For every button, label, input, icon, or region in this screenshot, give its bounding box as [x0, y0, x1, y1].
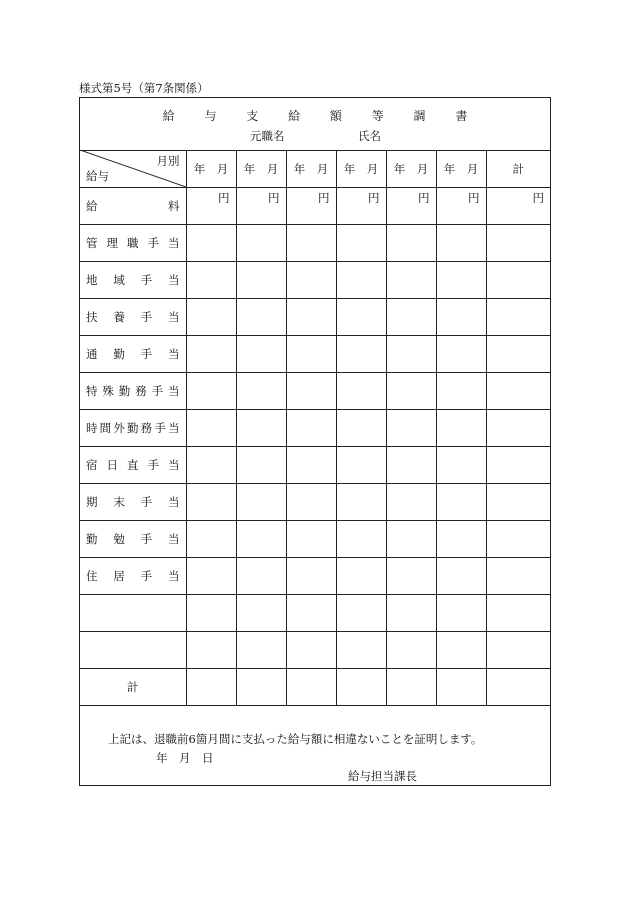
- amount-cell[interactable]: [186, 669, 236, 706]
- amount-cell[interactable]: [236, 336, 286, 373]
- amount-cell[interactable]: [186, 447, 236, 484]
- table-row: [80, 632, 550, 669]
- amount-cell[interactable]: [436, 410, 486, 447]
- signer-title: 給与担当課長: [348, 769, 417, 783]
- amount-cell[interactable]: [286, 225, 336, 262]
- item-label: 勤勉手当: [80, 521, 186, 558]
- amount-cell[interactable]: [486, 484, 550, 521]
- amount-cell[interactable]: [386, 521, 436, 558]
- item-label: 扶養手当: [80, 299, 186, 336]
- month-header: 年 月: [336, 150, 386, 188]
- amount-cell[interactable]: [236, 595, 286, 632]
- corner-cell: [80, 150, 186, 188]
- amount-cell[interactable]: [186, 299, 236, 336]
- amount-cell[interactable]: [386, 484, 436, 521]
- table-row: [80, 484, 550, 521]
- amount-cell[interactable]: [486, 595, 550, 632]
- amount-cell[interactable]: [436, 225, 486, 262]
- total-header: 計: [486, 150, 550, 188]
- date-line: 年 月 日: [156, 751, 214, 765]
- month-header: 年 月: [186, 150, 236, 188]
- amount-cell[interactable]: [186, 595, 236, 632]
- amount-cell[interactable]: [336, 225, 386, 262]
- amount-cell[interactable]: [336, 521, 386, 558]
- month-header: 年 月: [286, 150, 336, 188]
- amount-cell[interactable]: [486, 521, 550, 558]
- amount-cell[interactable]: [436, 484, 486, 521]
- item-label: 計: [80, 669, 186, 706]
- amount-cell[interactable]: [286, 299, 336, 336]
- form-header: [80, 98, 550, 151]
- yen-cell[interactable]: 円: [436, 188, 486, 225]
- amount-cell[interactable]: [436, 521, 486, 558]
- item-label: 通勤手当: [80, 336, 186, 373]
- amount-cell[interactable]: [186, 373, 236, 410]
- amount-cell[interactable]: [336, 558, 386, 595]
- amount-cell[interactable]: [436, 669, 486, 706]
- amount-cell[interactable]: [436, 336, 486, 373]
- amount-cell[interactable]: [186, 484, 236, 521]
- by-month-label: 月別: [156, 154, 180, 168]
- month-header: 年 月: [436, 150, 486, 188]
- amount-cell[interactable]: [486, 558, 550, 595]
- amount-cell[interactable]: [386, 410, 436, 447]
- amount-cell[interactable]: [486, 669, 550, 706]
- item-label: 期末手当: [80, 484, 186, 521]
- amount-cell[interactable]: [286, 447, 336, 484]
- salary-type-label: 給与: [86, 169, 109, 183]
- item-label: 地域手当: [80, 262, 186, 299]
- amount-cell[interactable]: [286, 336, 336, 373]
- amount-cell[interactable]: [186, 262, 236, 299]
- month-header: 年 月: [386, 150, 436, 188]
- amount-cell[interactable]: [236, 558, 286, 595]
- yen-cell[interactable]: 円: [486, 188, 550, 225]
- amount-cell[interactable]: [236, 225, 286, 262]
- table-row: [80, 225, 550, 262]
- amount-cell[interactable]: [436, 299, 486, 336]
- amount-cell[interactable]: [436, 447, 486, 484]
- amount-cell[interactable]: [386, 262, 436, 299]
- amount-cell[interactable]: [336, 632, 386, 669]
- amount-cell[interactable]: [336, 484, 386, 521]
- certification-area: [80, 721, 550, 785]
- amount-cell[interactable]: [236, 484, 286, 521]
- amount-cell[interactable]: [336, 373, 386, 410]
- form-number: 様式第5号（第7条関係）: [79, 81, 209, 95]
- amount-cell[interactable]: [386, 558, 436, 595]
- amount-cell[interactable]: [186, 632, 236, 669]
- amount-cell[interactable]: [186, 521, 236, 558]
- amount-cell[interactable]: [436, 595, 486, 632]
- amount-cell[interactable]: [436, 558, 486, 595]
- month-header: 年 月: [236, 150, 286, 188]
- amount-cell[interactable]: [486, 632, 550, 669]
- amount-cell[interactable]: [336, 595, 386, 632]
- amount-cell[interactable]: [186, 225, 236, 262]
- table-row: [80, 595, 550, 632]
- amount-cell[interactable]: [236, 447, 286, 484]
- table-row: [80, 410, 550, 447]
- table-row: [80, 336, 550, 373]
- amount-cell[interactable]: [386, 373, 436, 410]
- amount-cell[interactable]: [486, 262, 550, 299]
- amount-cell[interactable]: [336, 447, 386, 484]
- table-row: [80, 669, 550, 706]
- table-row: [80, 262, 550, 299]
- amount-cell[interactable]: [386, 447, 436, 484]
- amount-cell[interactable]: [386, 632, 436, 669]
- amount-cell[interactable]: [386, 336, 436, 373]
- amount-cell[interactable]: [236, 632, 286, 669]
- table-row: [80, 521, 550, 558]
- amount-cell[interactable]: [486, 410, 550, 447]
- amount-cell[interactable]: [236, 299, 286, 336]
- former-post-label: 元職名: [250, 129, 285, 143]
- amount-cell[interactable]: [386, 669, 436, 706]
- table-row: [80, 447, 550, 484]
- amount-cell[interactable]: [286, 262, 336, 299]
- amount-cell[interactable]: [436, 262, 486, 299]
- header-row: [80, 150, 550, 188]
- amount-cell[interactable]: [236, 521, 286, 558]
- form-title: 給 与 支 給 額 等 調 書: [162, 109, 481, 123]
- amount-cell[interactable]: [436, 632, 486, 669]
- table-row: [80, 558, 550, 595]
- amount-cell[interactable]: [286, 558, 336, 595]
- amount-cell[interactable]: [486, 336, 550, 373]
- table-row: [80, 188, 550, 225]
- amount-cell[interactable]: [186, 410, 236, 447]
- amount-cell[interactable]: [286, 595, 336, 632]
- yen-cell[interactable]: 円: [386, 188, 436, 225]
- amount-cell[interactable]: [236, 669, 286, 706]
- table-row: [80, 373, 550, 410]
- amount-cell[interactable]: [436, 373, 486, 410]
- item-label: 時間外勤務手当: [80, 410, 186, 447]
- amount-cell[interactable]: [336, 410, 386, 447]
- amount-cell[interactable]: [186, 336, 236, 373]
- amount-cell[interactable]: [386, 299, 436, 336]
- yen-cell[interactable]: 円: [186, 188, 236, 225]
- amount-cell[interactable]: [286, 521, 336, 558]
- amount-cell[interactable]: [236, 410, 286, 447]
- table-row: [80, 299, 550, 336]
- name-label: 氏名: [358, 129, 381, 143]
- amount-cell[interactable]: [286, 632, 336, 669]
- salary-statement-form: [79, 97, 551, 786]
- amount-cell[interactable]: [486, 225, 550, 262]
- amount-cell[interactable]: [286, 410, 336, 447]
- item-label: [80, 595, 186, 632]
- amount-cell[interactable]: [386, 595, 436, 632]
- amount-cell[interactable]: [336, 336, 386, 373]
- amount-cell[interactable]: [486, 447, 550, 484]
- amount-cell[interactable]: [486, 299, 550, 336]
- yen-cell[interactable]: 円: [236, 188, 286, 225]
- amount-cell[interactable]: [336, 262, 386, 299]
- amount-cell[interactable]: [386, 225, 436, 262]
- item-label: [80, 632, 186, 669]
- amount-cell[interactable]: [186, 558, 236, 595]
- item-label: 宿日直手当: [80, 447, 186, 484]
- amount-cell[interactable]: [236, 262, 286, 299]
- amount-cell[interactable]: [336, 669, 386, 706]
- amount-cell[interactable]: [286, 669, 336, 706]
- item-label: 管理職手当: [80, 225, 186, 262]
- amount-cell[interactable]: [286, 373, 336, 410]
- item-label: 特殊勤務手当: [80, 373, 186, 410]
- item-label: 給 料: [80, 188, 186, 225]
- certification-text: 上記は、退職前6箇月間に支払った給与額に相違ないことを証明します。: [108, 732, 483, 746]
- amount-cell[interactable]: [336, 299, 386, 336]
- amount-cell[interactable]: [486, 373, 550, 410]
- amount-cell[interactable]: [236, 373, 286, 410]
- yen-cell[interactable]: 円: [286, 188, 336, 225]
- item-label: 住居手当: [80, 558, 186, 595]
- amount-cell[interactable]: [286, 484, 336, 521]
- yen-cell[interactable]: 円: [336, 188, 386, 225]
- salary-table: [80, 150, 550, 706]
